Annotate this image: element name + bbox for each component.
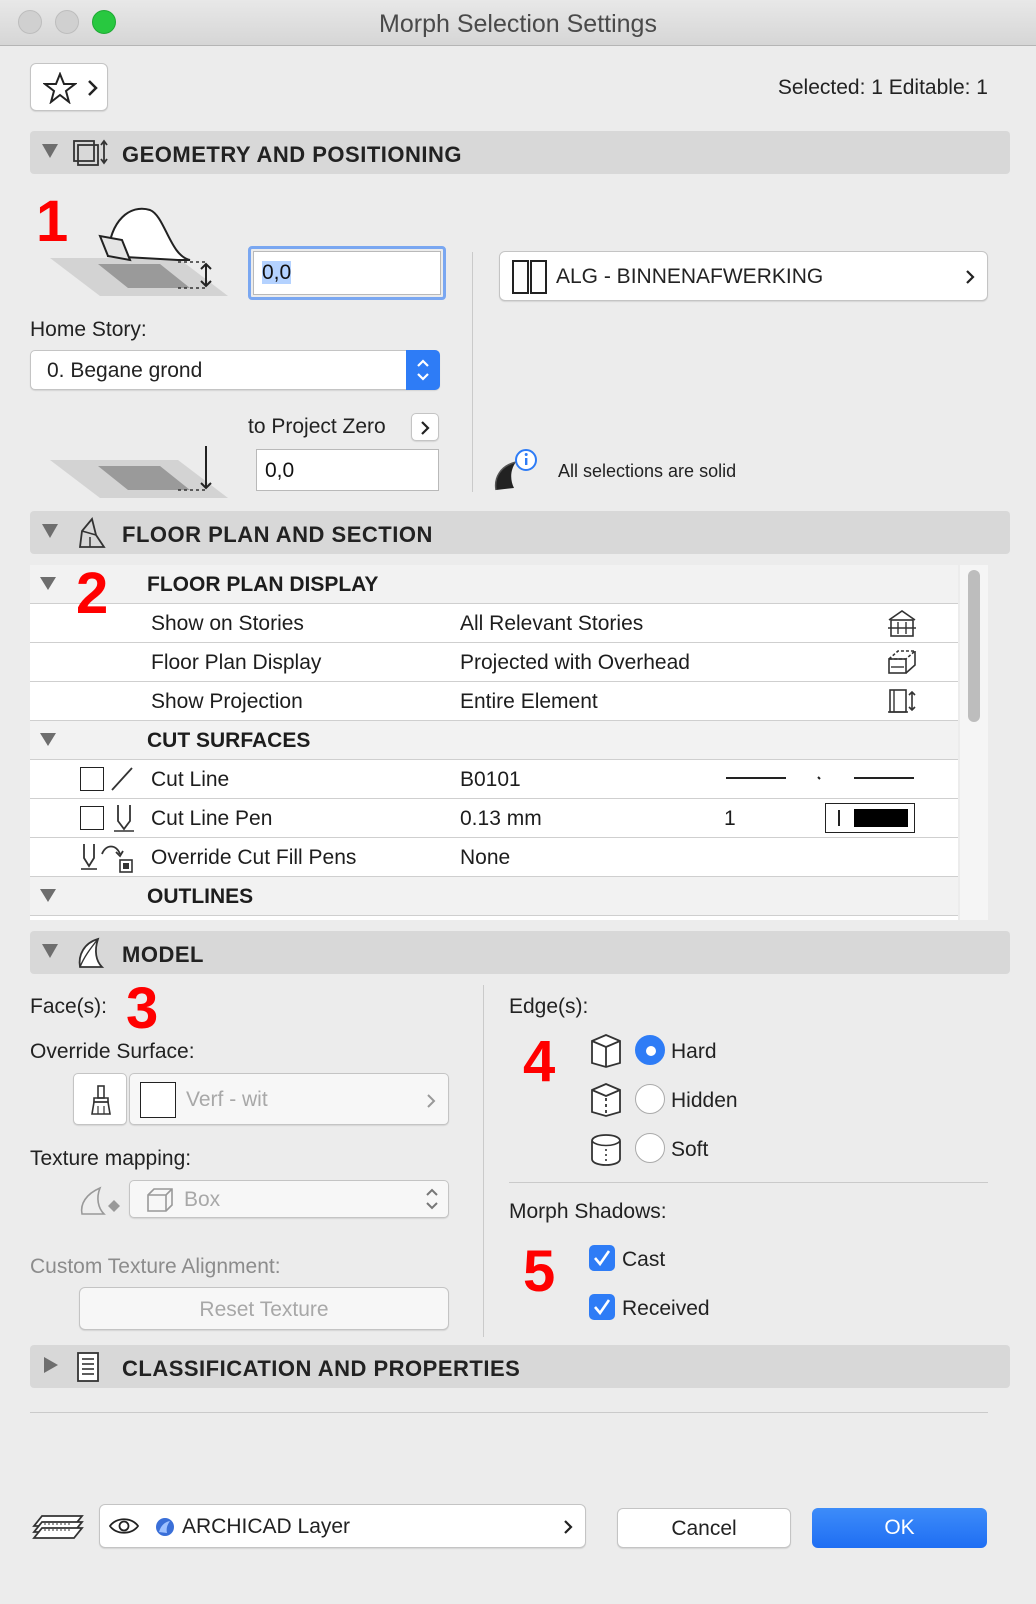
soft-edge-icon <box>588 1131 624 1167</box>
reset-texture-button[interactable] <box>79 1287 449 1330</box>
home-story-select[interactable] <box>30 350 440 390</box>
home-story-value: 0. Begane grond <box>47 359 203 382</box>
row-value: None <box>460 846 511 869</box>
section-model-header[interactable] <box>30 931 1010 974</box>
eye-icon <box>108 1515 140 1537</box>
chevron-right-icon <box>87 79 99 97</box>
hidden-edge-icon <box>588 1082 624 1118</box>
window-title: Morph Selection Settings <box>379 10 657 38</box>
surface-value: Verf - wit <box>186 1088 268 1111</box>
reset-texture-label: Reset Texture <box>199 1298 329 1321</box>
row-name: Override Cut Fill Pens <box>151 846 357 869</box>
surface-select <box>129 1073 449 1125</box>
annotation-3: 3 <box>126 976 159 1041</box>
footer-divider <box>30 1412 988 1413</box>
edges-label: Edge(s): <box>509 995 589 1018</box>
hard-edge-icon <box>588 1033 624 1069</box>
projected-overhead-icon <box>886 647 918 677</box>
checkmark-icon <box>589 1294 615 1320</box>
row-name: Cut Line <box>151 768 230 791</box>
model-divider <box>483 985 484 1337</box>
section-classification-title: CLASSIFICATION AND PROPERTIES <box>122 1356 521 1381</box>
row-name: Show on Stories <box>151 612 304 635</box>
row-value: Entire Element <box>460 690 598 713</box>
model-icon <box>70 937 110 969</box>
texture-mapping-select <box>129 1180 449 1218</box>
table-row[interactable] <box>30 682 958 721</box>
group-outlines[interactable] <box>30 877 958 916</box>
table-row[interactable] <box>30 643 958 682</box>
table-row[interactable] <box>30 838 958 877</box>
layer-structure-value: ALG - BINNENAFWERKING <box>556 265 824 288</box>
offset-input-value: 0,0 <box>262 261 292 284</box>
section-geometry-header[interactable] <box>30 131 1010 174</box>
project-zero-reference-button[interactable] <box>411 413 439 441</box>
cut-line-checkbox[interactable] <box>80 767 104 791</box>
edge-soft-label: Soft <box>671 1138 709 1161</box>
section-geometry-title: GEOMETRY AND POSITIONING <box>122 142 462 167</box>
collapse-triangle-icon <box>40 577 56 590</box>
selection-info: Selected: 1 Editable: 1 <box>777 76 988 99</box>
collapse-triangle-icon <box>40 733 56 746</box>
group-title: CUT SURFACES <box>147 729 311 752</box>
layer-value: ARCHICAD Layer <box>182 1515 351 1538</box>
checkmark-icon <box>589 1245 615 1271</box>
row-value: 0.13 mm <box>460 807 542 830</box>
override-surface-toggle[interactable] <box>73 1073 127 1125</box>
table-row[interactable] <box>30 604 958 643</box>
table-row[interactable] <box>30 760 958 799</box>
annotation-4: 4 <box>523 1029 556 1094</box>
override-fill-pens-icon <box>80 842 136 874</box>
home-story-label: Home Story: <box>30 318 147 341</box>
table-scrollbar-thumb[interactable] <box>968 570 980 722</box>
section-model-title: MODEL <box>122 942 204 967</box>
top-elevation-icon <box>50 200 230 300</box>
annotation-1: 1 <box>36 189 69 254</box>
line-icon <box>110 766 134 792</box>
cancel-button-label: Cancel <box>671 1517 737 1540</box>
archicad-layer-icon <box>154 1516 176 1538</box>
offset-input[interactable] <box>253 251 441 295</box>
solid-info-text: All selections are solid <box>558 461 737 481</box>
title-bar <box>0 0 1036 46</box>
texture-mapping-icon <box>78 1184 126 1220</box>
edge-hidden-label: Hidden <box>671 1089 738 1112</box>
collapse-triangle-icon <box>40 889 56 902</box>
group-cut-surfaces[interactable] <box>30 721 958 760</box>
expand-triangle-icon <box>44 1357 58 1373</box>
chevron-right-icon <box>563 1519 575 1535</box>
shadow-cast-checkbox[interactable] <box>589 1245 615 1271</box>
geometry-divider <box>472 252 473 492</box>
pen-number: 1 <box>724 807 736 830</box>
chevron-right-icon <box>420 420 432 436</box>
row-value: All Relevant Stories <box>460 612 644 635</box>
collapse-triangle-icon <box>42 144 58 158</box>
section-floor-plan-title: FLOOR PLAN AND SECTION <box>122 522 433 547</box>
edge-soft-radio[interactable] <box>635 1133 665 1163</box>
table-row[interactable] <box>30 799 958 838</box>
geometry-icon <box>70 137 110 169</box>
row-name: Cut Line Pen <box>151 807 273 830</box>
floor-plan-section-icon <box>70 517 110 549</box>
texture-mapping-value: Box <box>184 1188 221 1211</box>
annotation-5: 5 <box>523 1239 556 1304</box>
collapse-triangle-icon <box>42 944 58 958</box>
row-name: Floor Plan Display <box>151 651 322 674</box>
pen-color-swatch[interactable] <box>825 803 915 833</box>
bottom-elevation-icon <box>50 440 230 500</box>
layers-icon <box>32 1510 84 1544</box>
group-floor-plan-display[interactable] <box>30 565 958 604</box>
chevron-right-icon <box>965 269 977 285</box>
row-value: B0101 <box>460 768 521 791</box>
layer-select[interactable] <box>99 1504 586 1548</box>
group-title: FLOOR PLAN DISPLAY <box>147 573 379 596</box>
edge-hard-label: Hard <box>671 1040 717 1063</box>
edges-divider <box>509 1182 988 1183</box>
shadow-cast-label: Cast <box>622 1248 666 1271</box>
floor-plan-table <box>30 565 958 920</box>
section-classification-header[interactable] <box>30 1345 1010 1388</box>
to-project-zero-label: to Project Zero <box>248 415 386 438</box>
group-title: OUTLINES <box>147 885 254 908</box>
shadow-received-label: Received <box>622 1297 710 1320</box>
project-zero-value: 0,0 <box>265 459 295 482</box>
project-zero-input[interactable] <box>256 449 439 491</box>
edge-hard-radio[interactable] <box>635 1035 665 1065</box>
cut-line-pen-checkbox[interactable] <box>80 806 104 830</box>
section-floor-plan-header[interactable] <box>30 511 1010 554</box>
pen-icon <box>112 803 136 833</box>
ok-button[interactable] <box>812 1508 987 1548</box>
collapse-triangle-icon <box>42 524 58 538</box>
shadows-label: Morph Shadows: <box>509 1200 667 1223</box>
texture-mapping-label: Texture mapping: <box>30 1147 192 1170</box>
up-down-chevron-icon <box>424 1185 440 1213</box>
ok-button-label: OK <box>884 1516 915 1539</box>
surface-swatch <box>140 1082 176 1118</box>
chevron-right-icon <box>426 1093 438 1109</box>
layer-structure-button[interactable] <box>499 251 988 301</box>
row-name: Show Projection <box>151 690 303 713</box>
select-arrows <box>406 350 440 390</box>
wall-structure-icon <box>512 260 548 294</box>
annotation-2: 2 <box>76 561 109 626</box>
line-type-preview <box>724 776 924 782</box>
override-surface-label: Override Surface: <box>30 1040 195 1063</box>
projection-icon <box>886 686 918 716</box>
paint-brush-icon <box>88 1084 114 1116</box>
shadow-received-checkbox[interactable] <box>589 1294 615 1320</box>
solid-info-icon <box>490 448 538 494</box>
favorites-button[interactable] <box>30 63 108 111</box>
box-icon <box>146 1187 174 1213</box>
classification-icon <box>70 1351 110 1383</box>
custom-texture-label: Custom Texture Alignment: <box>30 1255 281 1278</box>
cancel-button[interactable] <box>617 1508 791 1548</box>
edge-hidden-radio[interactable] <box>635 1084 665 1114</box>
stories-icon <box>886 608 918 638</box>
up-down-chevron-icon <box>415 356 431 384</box>
row-value: Projected with Overhead <box>460 651 690 674</box>
star-icon <box>43 72 77 104</box>
faces-label: Face(s): <box>30 995 108 1018</box>
